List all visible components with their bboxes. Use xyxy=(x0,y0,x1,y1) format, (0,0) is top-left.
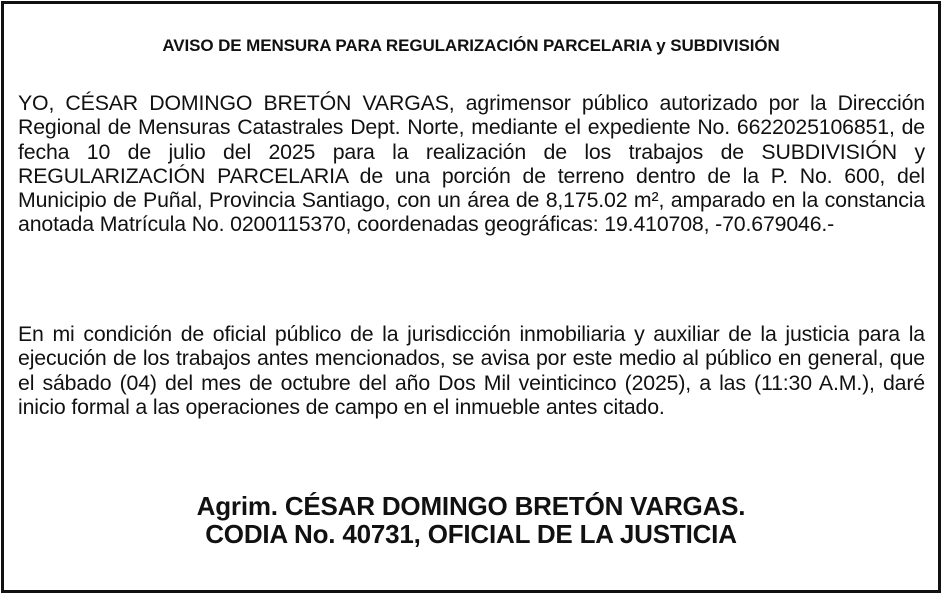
signature-credential: CODIA No. 40731, OFICIAL DE LA JUSTICIA xyxy=(205,519,737,549)
notice-frame xyxy=(1,1,941,593)
signature-block xyxy=(4,492,938,548)
notice-title: AVISO DE MENSURA PARA REGULARIZACIÓN PARCELARIA y SUBDIVISIÓN xyxy=(162,36,780,55)
signature-name: Agrim. CÉSAR DOMINGO BRETÓN VARGAS. xyxy=(196,491,746,521)
notice-paragraph-2: En mi condición de oficial público de la jurisdicción inmobiliaria y auxiliar de la justicia para la ejecución de los trabajos antes mencionados, se avisa por este medio al público en general, que el sábado (04) del mes de octubre del año Dos Mil veinticinco (2025), a las (11:30 A.M.), daré inicio formal a las operaciones de campo en el inmueble antes citado. xyxy=(18,322,925,419)
notice-paragraph-1: YO, CÉSAR DOMINGO BRETÓN VARGAS, agrimensor público autorizado por la Dirección Regional de Mensuras Catastrales Dept. Norte, mediante el expediente No. 6622025106851, de fecha 10 de julio del 2025 para la realización de los trabajos de SUBDIVISIÓN y REGULARIZACIÓN PARCELARIA de una porción de terreno dentro de la P. No. 600, del Municipio de Puñal, Provincia Santiago, con un área de 8,175.02 m², amparado en la constancia anotada Matrícula No. 0200115370, coordenadas geográficas: 19.410708, -70.679046.- xyxy=(18,91,925,237)
